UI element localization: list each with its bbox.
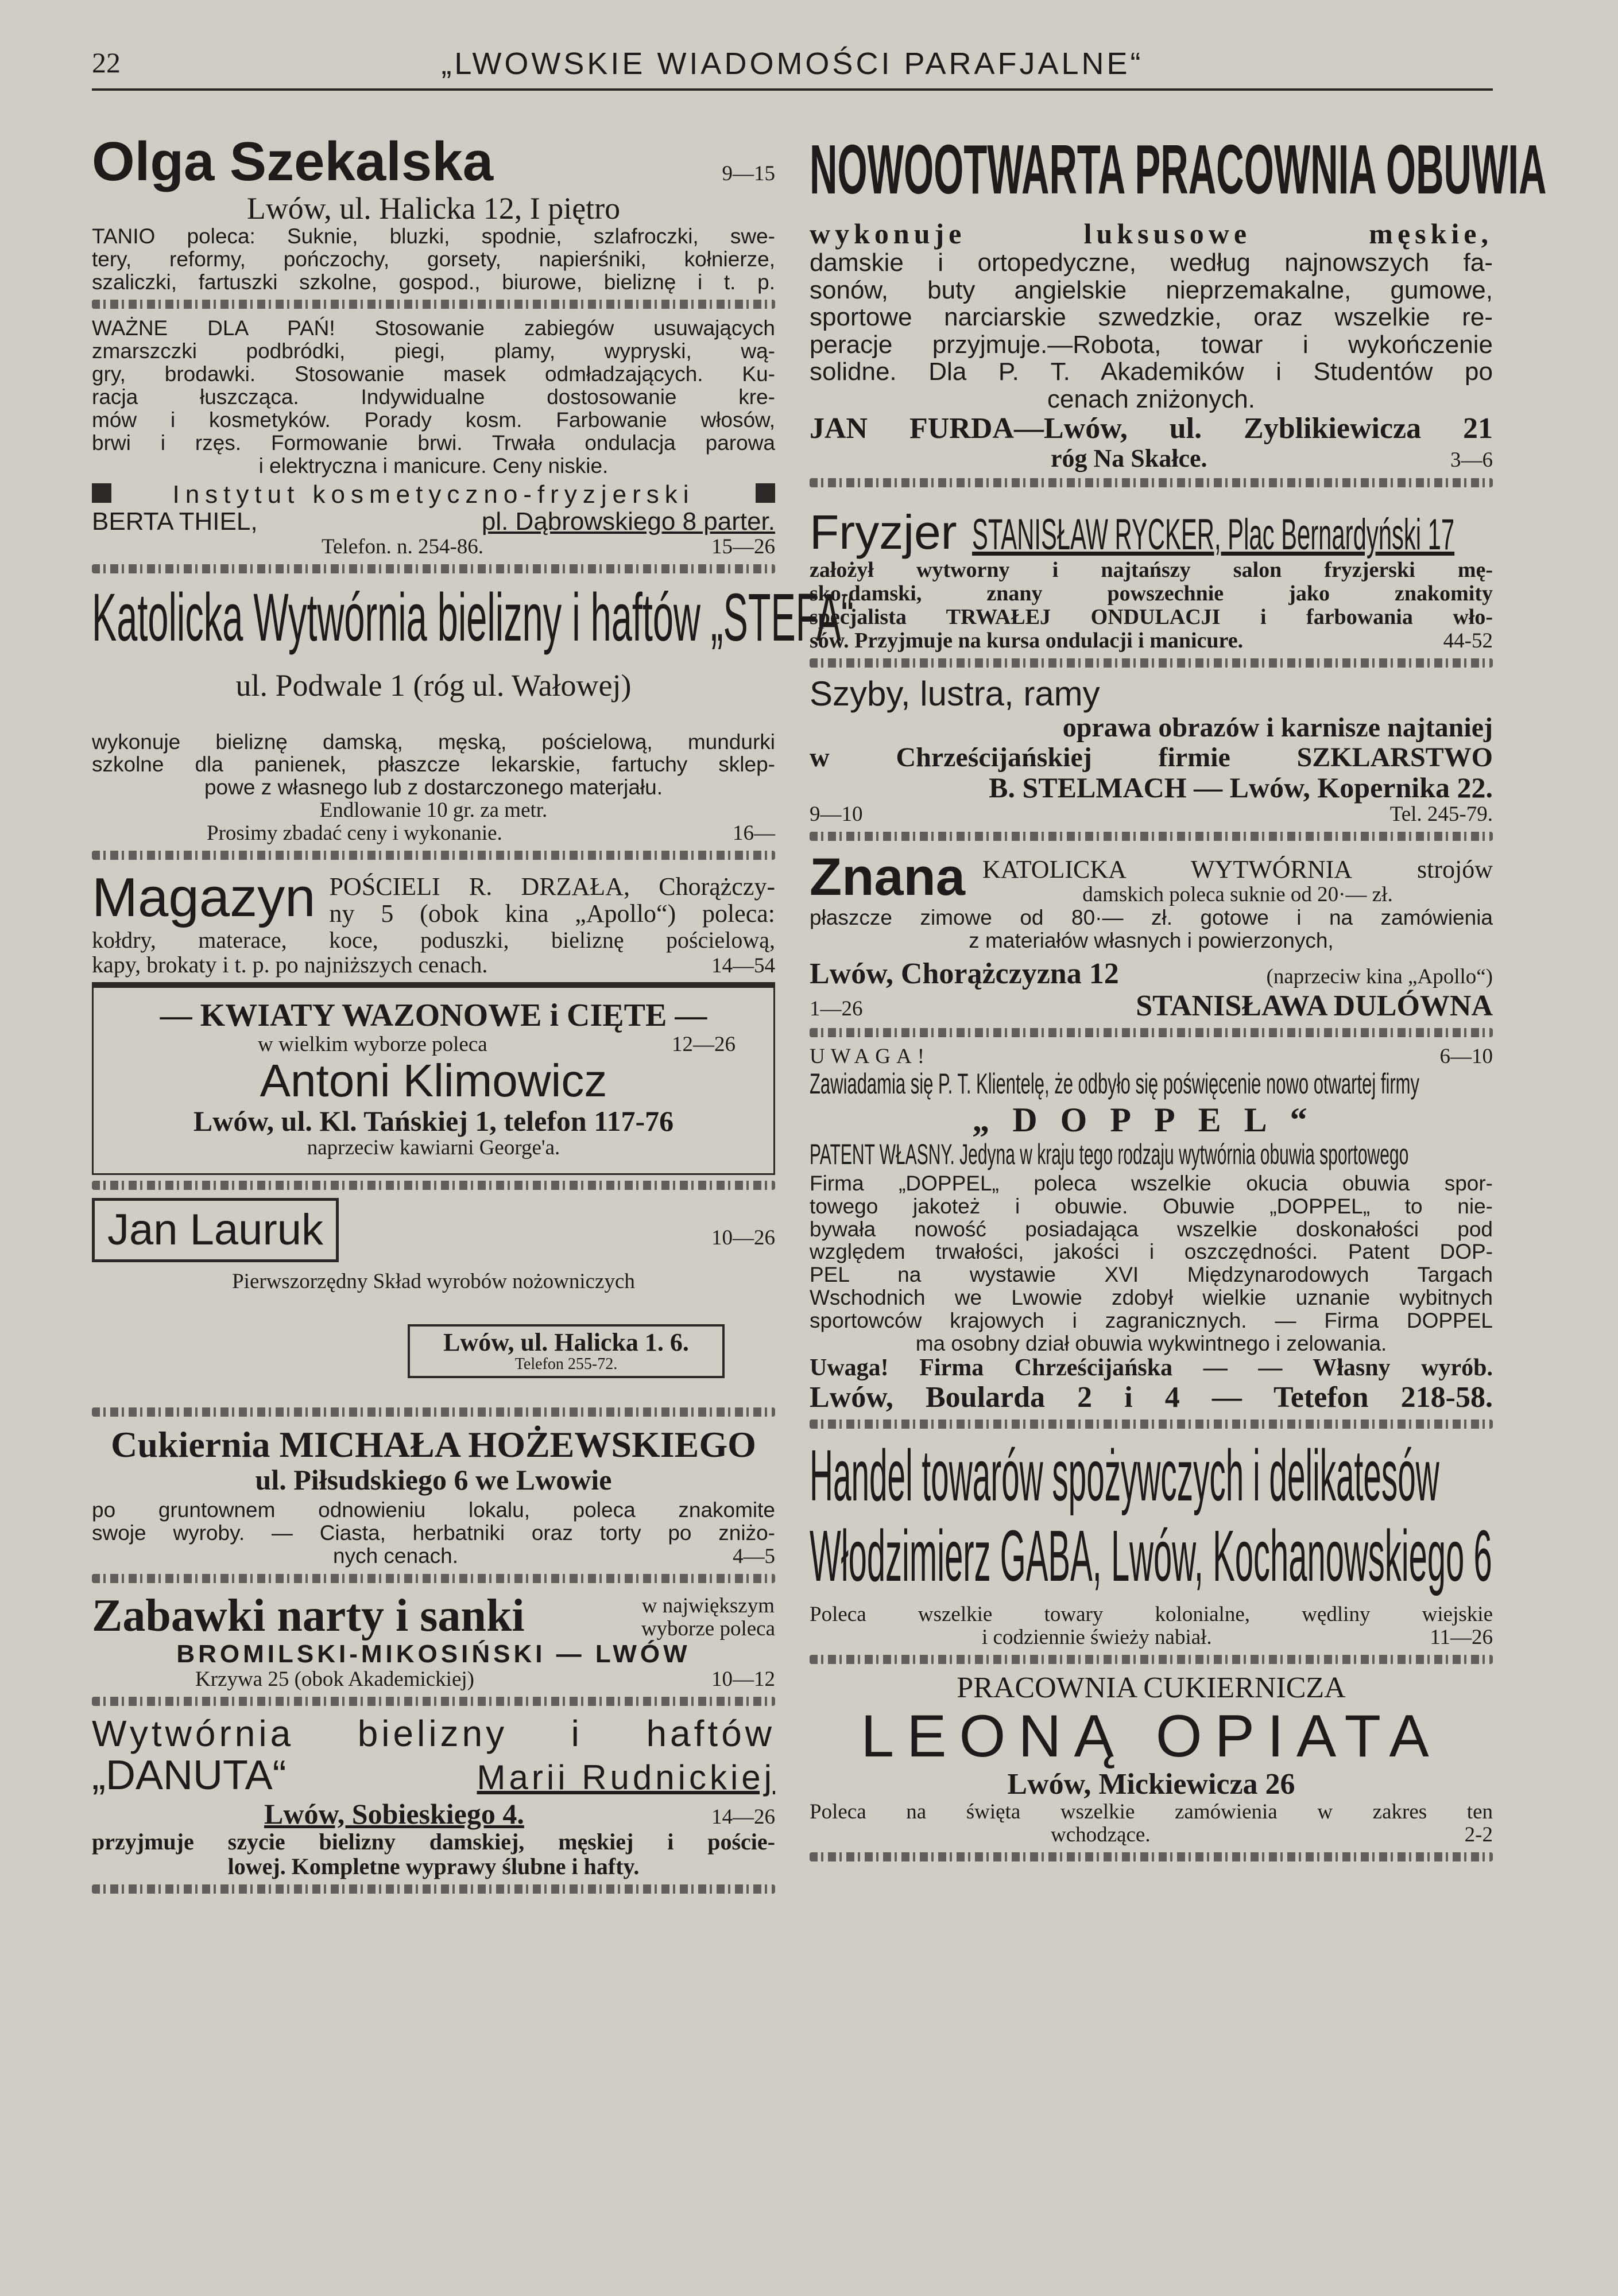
ad-line: względem trwałości, jakości i oszczędności. Patent DOP- bbox=[810, 1240, 1493, 1264]
square-bullet-icon bbox=[92, 483, 111, 503]
ad-line: PEL na wystawie XVI Międzynarodowych Targach bbox=[810, 1263, 1493, 1287]
owner-name: BERTA THIEL, bbox=[92, 507, 258, 536]
ad-line: specjalista TRWAŁEJ ONDULACJI i farbowania wło- bbox=[810, 604, 1493, 629]
ad-gaba bbox=[810, 1434, 1493, 1649]
ad-line: damskie i ortopedyczne, według najnowszych fa- bbox=[810, 249, 1493, 277]
ad-title: Zabawki narty i sanki bbox=[92, 1590, 525, 1641]
ad-address: ul. Piłsudskiego 6 we Lwowie bbox=[255, 1463, 612, 1496]
ad-head: POŚCIELI R. DRZAŁA, Chorążczy- bbox=[329, 872, 775, 901]
ad-head: damskich poleca suknie od 20·— zł. bbox=[1082, 882, 1393, 906]
ad-title: „DOPPEL“ bbox=[972, 1100, 1330, 1139]
ad-address: Lwów, Sobieskiego 4. bbox=[264, 1797, 524, 1830]
ornament-divider bbox=[92, 1181, 775, 1190]
phone: Tel. 245-79. bbox=[1389, 802, 1493, 827]
ad-title: Znana bbox=[810, 848, 965, 907]
ad-line: mów i kosmetyków. Porady kosm. Farbowanie włosów, bbox=[92, 408, 775, 432]
ad-magazyn bbox=[92, 868, 775, 978]
ad-line: wykonuje bieliznę damską, męską, pościelową, mundurki bbox=[92, 730, 775, 754]
ad-head: ny 5 (obok kina „Apollo“) poleca: bbox=[329, 899, 775, 928]
ad-owner: STANISŁAWA DULÓWNA bbox=[1136, 989, 1493, 1022]
ad-title: LEONĄ OPIATA bbox=[861, 1702, 1442, 1770]
ad-zabawki bbox=[92, 1591, 775, 1691]
ad-code: 2-2 bbox=[1464, 1823, 1493, 1847]
ad-line: TANIO poleca: Suknie, bluzki, spodnie, szlafroczki, swe- bbox=[92, 224, 775, 248]
ad-title: Wytwórnia bielizny i haftów bbox=[92, 1712, 775, 1754]
phone: Telefon. n. 254-86. bbox=[322, 534, 484, 559]
ornament-divider bbox=[92, 1884, 775, 1894]
ornament-divider bbox=[92, 564, 775, 573]
ad-code: 4—5 bbox=[733, 1544, 775, 1568]
ad-line: w Chrześcijańskiej firmie SZKLARSTWO bbox=[810, 742, 1493, 773]
ornament-divider bbox=[810, 1852, 1493, 1861]
ad-title: Katolicka Wytwórnia bielizny i haftów „STEFA“ bbox=[92, 579, 854, 656]
ad-title: Handel towarów spożywczych i delikatesów bbox=[810, 1434, 1439, 1516]
institute-label: Instytut kosmetyczno-fryzjerski bbox=[172, 480, 695, 509]
ad-line: z materiałów własnych i powierzonych, bbox=[969, 928, 1334, 952]
ad-side: w największym bbox=[641, 1594, 775, 1618]
ad-line: wchodzące. bbox=[1051, 1823, 1151, 1847]
ad-address: ul. Podwale 1 (róg ul. Wałowej) bbox=[235, 668, 632, 703]
publication-title: „LWOWSKIE WIADOMOŚCI PARAFJALNE“ bbox=[441, 46, 1144, 81]
ad-line: Wschodnich we Lwowie zdobył wielkie uznanie wybitnych bbox=[810, 1286, 1493, 1310]
ad-line: kapy, brokaty i t. p. po najniższych cenach. bbox=[92, 952, 488, 978]
ad-kwiaty bbox=[92, 982, 775, 1175]
ornament-divider bbox=[810, 1420, 1493, 1429]
square-bullet-icon bbox=[756, 483, 775, 503]
ad-code: 1—26 bbox=[810, 996, 863, 1021]
ad-line: i elektryczna i manicure. Ceny niskie. bbox=[258, 453, 609, 478]
ad-code: 10—12 bbox=[711, 1667, 775, 1691]
ornament-divider bbox=[810, 832, 1493, 841]
ad-line: bywała nowość posiadająca wszelkie doskonałości pod bbox=[810, 1217, 1493, 1241]
ad-stelmach bbox=[810, 676, 1493, 826]
firm-name: BROMILSKI-MIKOSIŃSKI — LWÓW bbox=[176, 1640, 691, 1669]
ad-price: Endlowanie 10 gr. za metr. bbox=[319, 798, 548, 823]
ad-address: róg Na Skałce. bbox=[1051, 444, 1207, 473]
ad-code: 44-52 bbox=[1443, 629, 1493, 653]
ad-code: 6—10 bbox=[1439, 1044, 1493, 1068]
ad-sub: PRACOWNIA CUKIERNICZA bbox=[957, 1671, 1346, 1704]
ad-sub: w wielkim wyborze poleca bbox=[258, 1032, 487, 1056]
ad-address: Lwów, ul. Halicka 1. 6. bbox=[443, 1328, 689, 1356]
ad-code: 15—26 bbox=[711, 534, 775, 559]
ad-line: Poleca na święta wszelkie zamówienia w zakres ten bbox=[810, 1800, 1493, 1824]
ad-line: ma osobny dział obuwia wykwintnego i zelowania. bbox=[915, 1332, 1387, 1356]
page-number: 22 bbox=[92, 46, 121, 79]
ad-line: cenach zniżonych. bbox=[1047, 385, 1255, 413]
ad-title: Szyby, lustra, ramy bbox=[810, 674, 1100, 713]
ad-line: oprawa obrazów i karnisze najtaniej bbox=[1062, 712, 1493, 743]
ad-title: Marii Rudnickiej bbox=[477, 1758, 775, 1797]
ad-title: Jan Lauruk bbox=[92, 1198, 339, 1262]
ad-hozewski bbox=[92, 1425, 775, 1568]
ad-line: peracje przyjmuje.—Robota, towar i wykończenie bbox=[810, 330, 1493, 359]
ad-line: towego jakoteż i obuwie. Obuwie „DOPPEL„ to nie- bbox=[810, 1194, 1493, 1218]
ad-furda bbox=[810, 130, 1547, 473]
ad-code: 10—26 bbox=[711, 1225, 775, 1250]
ad-line: sportowe narciarskie szwedzkie, oraz wszelkie re- bbox=[810, 303, 1493, 332]
ad-dulowna bbox=[810, 849, 1493, 1022]
ad-line: sonów, buty angielskie nieprzemakalne, gumowe, bbox=[810, 276, 1493, 304]
ad-closing: Prosimy zbadać ceny i wykonanie. bbox=[207, 821, 502, 846]
ad-code: 3—6 bbox=[1450, 448, 1493, 472]
ad-line: gry, brodawki. Stosowanie masek odmładzających. Ku- bbox=[92, 362, 775, 386]
ad-code: 14—54 bbox=[711, 954, 775, 978]
ad-title: Fryzjer bbox=[810, 505, 957, 560]
ad-olga-szekalska bbox=[92, 132, 775, 294]
ad-line: Poleca wszelkie towary kolonialne, wędliny wiejskie bbox=[810, 1602, 1493, 1626]
ad-line: WAŻNE DLA PAŃ! Stosowanie zabiegów usuwających bbox=[92, 316, 775, 340]
ad-code: 16— bbox=[733, 821, 775, 846]
ad-berta-thiel bbox=[92, 317, 775, 559]
ad-title: „DANUTA“ bbox=[92, 1752, 287, 1798]
ad-line: racja łuszcząca. Indywidualne dostosowanie kre- bbox=[92, 385, 775, 409]
ad-line: płaszcze zimowe od 80·— zł. gotowe i na zamówienia bbox=[810, 905, 1493, 929]
ad-line: przyjmuje szycie bielizny damskiej, męskiej i poście- bbox=[92, 1828, 775, 1855]
ad-owner: JAN FURDA—Lwów, ul. Zyblikiewicza 21 bbox=[810, 412, 1493, 445]
ad-head: KATOLICKA WYTWÓRNIA strojów bbox=[982, 855, 1493, 884]
ad-title: NOWOOTWARTA PRACOWNIA OBUWIA bbox=[810, 130, 1547, 208]
ad-line: nych cenach. bbox=[333, 1543, 459, 1568]
ad-code: 14—26 bbox=[711, 1805, 775, 1829]
ad-address: Lwów, Mickiewicza 26 bbox=[1007, 1768, 1295, 1801]
ad-line: solidne. Dla P. T. Akademików i Studentów po bbox=[810, 358, 1493, 386]
ad-line: zmarszczki podbródki, piegi, plamy, wypryski, wą- bbox=[92, 339, 775, 363]
ad-line: brwi i rzęs. Formowanie brwi. Trwała ondulacja parowa bbox=[92, 430, 775, 455]
ad-address: Lwów, Boularda 2 i 4 — Tetefon 218-58. bbox=[810, 1380, 1493, 1414]
ad-opiata bbox=[810, 1672, 1493, 1847]
ad-address: Krzywa 25 (obok Akademickiej) bbox=[195, 1667, 474, 1691]
ad-code: 9—15 bbox=[722, 162, 775, 185]
ornament-divider bbox=[810, 1028, 1493, 1037]
ad-desc: Pierwszorzędny Skład wyrobów nożowniczych bbox=[232, 1269, 635, 1293]
ad-note: (naprzeciw kina „Apollo“) bbox=[1266, 964, 1493, 988]
ad-title: Cukiernia MICHAŁA HOŻEWSKIEGO bbox=[111, 1424, 756, 1465]
ad-line: Firma „DOPPEL„ poleca wszelkie okucia obuwia spor- bbox=[810, 1171, 1493, 1195]
ad-jan-lauruk bbox=[92, 1198, 775, 1402]
owner-name: Antoni Klimowicz bbox=[260, 1054, 607, 1106]
ad-line: sportowców krajowych i zagranicznych. — Firma DOPPEL bbox=[810, 1309, 1493, 1333]
ad-line: swoje wyroby. — Ciasta, herbatniki oraz torty po zniżo- bbox=[92, 1521, 775, 1545]
ornament-divider bbox=[92, 300, 775, 309]
ad-line: sko-damski, znany powszechnie jako znakomity bbox=[810, 581, 1493, 606]
ad-note: naprzeciw kawiarni George'a. bbox=[307, 1135, 560, 1159]
ad-address: Lwów, Chorążczyzna 12 bbox=[810, 957, 1119, 990]
ad-line: tery, reformy, pończochy, gorsety, napierśniki, kołnierze, bbox=[92, 247, 775, 271]
ornament-divider bbox=[92, 1697, 775, 1706]
ad-line: kołdry, materace, koce, poduszki, bieliznę pościelową, bbox=[92, 926, 775, 953]
ad-title: Włodzimierz GABA, Lwów, Kochanowskiego 6 bbox=[810, 1515, 1492, 1596]
ornament-divider bbox=[810, 658, 1493, 668]
ad-line: powe z własnego lub z dostarczonego materjału. bbox=[204, 775, 663, 800]
ad-line: szaliczki, fartuszki szkolne, gospod., biurowe, bieliznę i t. p. bbox=[92, 270, 775, 294]
ad-line: i codziennie świeży nabiał. bbox=[982, 1625, 1212, 1649]
ad-code: 9—10 bbox=[810, 802, 863, 827]
ornament-divider bbox=[810, 478, 1493, 487]
ad-title: Magazyn bbox=[92, 867, 316, 929]
ad-title: — KWIATY WAZONOWE i CIĘTE — bbox=[160, 998, 707, 1034]
ad-code: 12—26 bbox=[672, 1032, 736, 1056]
page-header bbox=[92, 40, 1493, 91]
ad-patent: PATENT WŁASNY. Jedyna w kraju tego rodzaju wytwórnia obuwia sportowego bbox=[810, 1138, 1409, 1170]
ad-danuta bbox=[92, 1714, 775, 1879]
ad-stefa bbox=[92, 579, 854, 731]
ornament-divider bbox=[92, 1407, 775, 1417]
ad-head: STANISŁAW RYCKER, Plac Bernardyński 17 bbox=[971, 510, 1454, 559]
ornament-divider bbox=[92, 851, 775, 860]
ad-code: 11—26 bbox=[1430, 1625, 1493, 1649]
attention-label: UWAGA! bbox=[810, 1044, 931, 1068]
ad-owner: B. STELMACH — Lwów, Kopernika 22. bbox=[989, 771, 1493, 804]
ad-line: lowej. Kompletne wyprawy ślubne i hafty. bbox=[227, 1853, 640, 1879]
owner-address: pl. Dąbrowskiego 8 parter. bbox=[481, 507, 775, 536]
ornament-divider bbox=[810, 1655, 1493, 1664]
ad-side: wyborze poleca bbox=[641, 1617, 775, 1641]
ad-address: Lwów, ul. Halicka 12, I piętro bbox=[246, 191, 621, 226]
ad-line: po gruntownem odnowieniu lokalu, poleca znakomite bbox=[92, 1498, 775, 1522]
ad-doppel bbox=[810, 1045, 1493, 1414]
ad-title: Olga Szekalska bbox=[92, 131, 494, 192]
ad-warning: Uwaga! Firma Chrześcijańska — — Własny wyrób. bbox=[810, 1355, 1493, 1382]
ornament-divider bbox=[92, 1574, 775, 1583]
ad-line: wykonuje luksusowe męskie, bbox=[810, 218, 1493, 250]
ad-notice: Zawiadamia się P. T. Klientelę, że odbyło się poświęcenie nowo otwartej firmy bbox=[810, 1067, 1419, 1100]
ad-line: sów. Przyjmuje na kursa ondulacji i manicure. bbox=[810, 628, 1244, 653]
ad-address: Lwów, ul. Kl. Tańskiej 1, telefon 117-76 bbox=[193, 1104, 674, 1137]
right-column bbox=[810, 130, 1547, 1870]
phone: Telefon 255-72. bbox=[514, 1355, 618, 1374]
ad-line: szkolne dla panienek, płaszcze lekarskie, fartuchy sklep- bbox=[92, 753, 775, 777]
ad-line: założył wytworny i najtańszy salon fryzjerski mę- bbox=[810, 557, 1493, 582]
ad-rycker bbox=[810, 495, 1493, 653]
